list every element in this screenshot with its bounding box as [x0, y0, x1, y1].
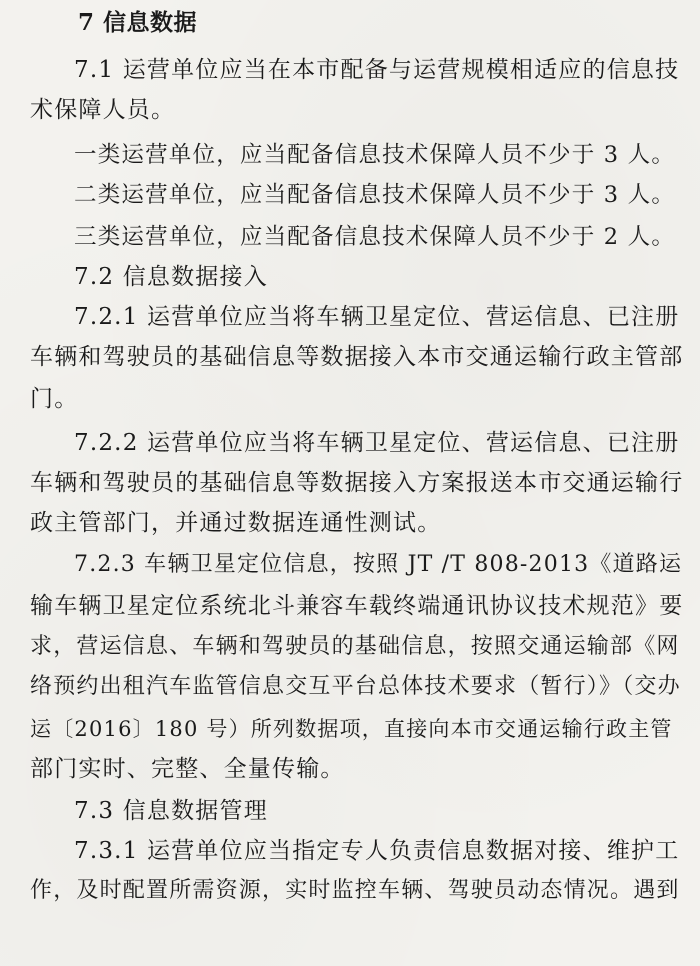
paragraph-7-1-line-2: 术保障人员。 [30, 97, 176, 123]
paragraph-7-2-3-line-2: 输车辆卫星定位系统北斗兼容车载终端通讯协议技术规范》要 [30, 593, 684, 619]
paragraph-7-2-2-line-1: 7.2.2 运营单位应当将车辆卫星定位、营运信息、已注册 [74, 430, 680, 456]
paragraph-7-2-3-line-5: 运〔2016〕180 号）所列数据项，直接向本市交通运输行政主管 [30, 717, 673, 741]
paragraph-7-3-1-line-2: 作，及时配置所需资源，实时监控车辆、驾驶员动态情况。遇到 [30, 878, 680, 903]
paragraph-7-1-line-1: 7.1 运营单位应当在本市配备与运营规模相适应的信息技 [74, 57, 680, 83]
paragraph-7-2-1-line-1: 7.2.1 运营单位应当将车辆卫星定位、营运信息、已注册 [74, 304, 680, 330]
class3-requirement: 三类运营单位，应当配备信息技术保障人员不少于 2 人。 [74, 224, 676, 250]
paragraph-7-2-3-line-1: 7.2.3 车辆卫星定位信息，按照 JT /T 808-2013《道路运 [74, 552, 683, 577]
heading-7-2: 7.2 信息数据接入 [74, 264, 268, 290]
paragraph-7-2-1-line-3: 门。 [30, 386, 79, 412]
section-heading: 7 信息数据 [78, 9, 198, 36]
class2-requirement: 二类运营单位，应当配备信息技术保障人员不少于 3 人。 [74, 182, 676, 208]
heading-7-3: 7.3 信息数据管理 [74, 798, 268, 824]
paragraph-7-2-3-line-4: 络预约出租汽车监管信息交互平台总体技术要求（暂行）》（交办 [30, 674, 681, 699]
paragraph-7-2-3-line-3: 求，营运信息、车辆和驾驶员的基础信息，按照交通运输部《网 [30, 634, 680, 659]
class1-requirement: 一类运营单位，应当配备信息技术保障人员不少于 3 人。 [74, 142, 676, 168]
paragraph-7-2-2-line-3: 政主管部门，并通过数据连通性测试。 [30, 510, 442, 536]
paragraph-7-2-2-line-2: 车辆和驾驶员的基础信息等数据接入方案报送本市交通运输行 [30, 470, 684, 496]
paragraph-7-2-1-line-2: 车辆和驾驶员的基础信息等数据接入本市交通运输行政主管部 [30, 344, 684, 370]
paragraph-7-3-1-line-1: 7.3.1 运营单位应当指定专人负责信息数据对接、维护工 [74, 838, 680, 864]
paragraph-7-2-3-line-6: 部门实时、完整、全量传输。 [30, 756, 345, 782]
